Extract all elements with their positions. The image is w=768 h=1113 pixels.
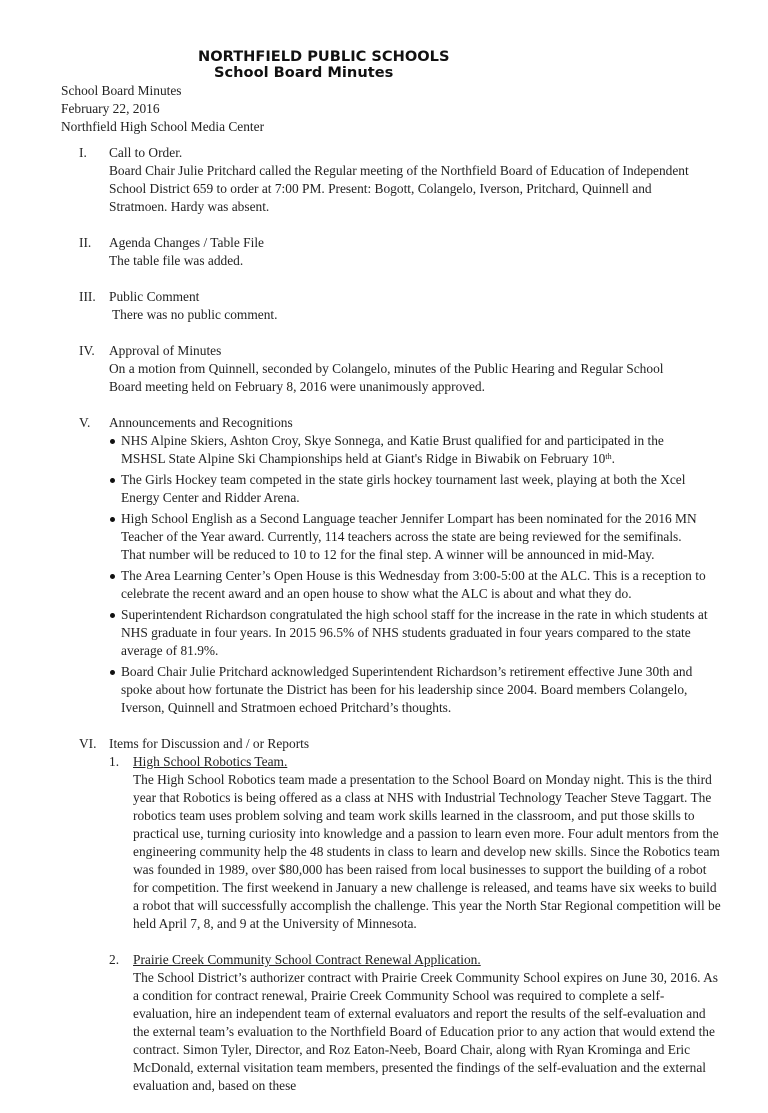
section-numeral: III. [79,289,96,304]
section-numeral: IV. [79,343,95,358]
announcement-item: NHS Alpine Skiers, Ashton Croy, Skye Sonnega, and Katie Brust qualified for and participated in the MSHSL State Alpine Ski Championships held at Giant's Ridge in Biwabik on February 10th. [109,432,709,468]
section-body: There was no public comment. [112,307,278,322]
section-body: On a motion from Quinnell, seconded by Colangelo, minutes of the Public Hearing and Regular School Board meeting held on February 8, 2016 were unanimously approved. [109,361,664,394]
announcement-item: Superintendent Richardson congratulated the high school staff for the increase in the rate in which students at NHS graduate in four years. In 2015 96.5% of NHS students graduated in four years compared to the state average of 81.9%. [109,606,709,660]
section-title: Approval of Minutes [109,343,222,358]
discussion-item-robotics [109,753,721,933]
meeting-date: February 22, 2016 [61,101,160,116]
section-title: Items for Discussion and / or Reports [109,736,310,751]
announcement-item: The Girls Hockey team competed in the state girls hockey tournament last week, playing at both the Xcel Energy Center and Ridder Arena. [109,471,709,507]
section-numeral: VI. [79,736,97,751]
section-call-to-order [61,144,768,216]
item-number: 2. [109,952,120,967]
discussion-item-prairie-creek [109,951,721,1095]
section-announcements [61,414,768,717]
section-body: The table file was added. [109,253,244,268]
organization-name: NORTHFIELD PUBLIC SCHOOLS [198,48,450,65]
section-title: Public Comment [109,289,200,304]
bullet-icon [110,478,115,483]
section-approval-of-minutes [61,342,768,396]
meeting-location: Northfield High School Media Center [61,119,265,134]
announcement-list [109,432,709,717]
announcement-item: High School English as a Second Language teacher Jennifer Lompart has been nominated for the 2016 MN Teacher of the Year award. Currently, 114 teachers across the state are being reviewed for the semifinals. That number will be reduced to 10 to 12 for the final step. A winner will be announced in mid-May. [109,510,709,564]
section-title: Announcements and Recognitions [109,415,293,430]
item-title: High School Robotics Team. [133,754,288,769]
bullet-icon [110,613,115,618]
announcement-item: The Area Learning Center’s Open House is this Wednesday from 3:00-5:00 at the ALC. This is a reception to celebrate the recent award and an open house to show what the ALC is about and what they do. [109,567,709,603]
section-numeral: V. [79,415,91,430]
document-label: School Board Minutes [61,83,182,98]
section-body: Board Chair Julie Pritchard called the Regular meeting of the Northfield Board of Education of Independent School District 659 to order at 7:00 PM. Present: Bogott, Colangelo, Iverson, Pritchard, Quinnell and Stratmoen. Hardy was absent. [109,163,689,214]
section-title: Agenda Changes / Table File [109,235,265,250]
section-discussion-items [61,735,768,1095]
item-title: Prairie Creek Community School Contract Renewal Application. [133,952,481,967]
minutes-sections [61,144,768,1113]
item-body: The School District’s authorizer contract with Prairie Creek Community School expires on June 30, 2016. As a condition for contract renewal, Prairie Creek Community School was required to complete a self-evaluation, hire an independent team of external evaluators and report the results of the self-evaluation and the external team’s evaluation to the Northfield Board of Education prior to any action that would extend the contract. Simon Tyler, Director, and Roz Eaton-Neeb, Board Chair, along with Ryan Krominga and Eric McDonald, external visitation team members, presented the findings of the self-evaluation and the external evaluation and, based on these [133,970,718,1093]
item-body: The High School Robotics team made a presentation to the School Board on Monday night. This is the third year that Robotics is being offered as a class at NHS with Industrial Technology Teacher Steve Taggart. The robotics team uses problem solving and team work skills learned in the classroom, and put those skills to practical use, turning curiosity into knowledge and a passion to learn even more. Four adult mentors from the engineering community help the 48 students in class to learn and develop new skills. Since the Robotics team was founded in 1989, over $80,000 has been raised from local businesses to support the building of a robot for competition. The first weekend in January a new challenge is released, and teams have six weeks to build a robot that will successfully accomplish the challenge. This year the North Star Regional competition will be held April 7, 8, and 9 at the University of Minnesota. [133,772,721,931]
meeting-info [61,82,661,136]
section-public-comment [61,288,768,324]
section-numeral: I. [79,145,87,160]
bullet-icon [110,517,115,522]
announcement-item: Board Chair Julie Pritchard acknowledged Superintendent Richardson’s retirement effective June 30th and spoke about how fortunate the District has been for his leadership since 2004. Board members Colangelo, Iverson, Quinnell and Stratmoen echoed Pritchard’s thoughts. [109,663,709,717]
document-title: School Board Minutes [214,64,394,81]
item-number: 1. [109,754,120,769]
section-title: Call to Order. [109,145,183,160]
bullet-icon [110,439,115,444]
section-numeral: II. [79,235,92,250]
section-agenda-changes [61,234,768,270]
discussion-item-list [109,753,768,1095]
bullet-icon [110,574,115,579]
bullet-icon [110,670,115,675]
